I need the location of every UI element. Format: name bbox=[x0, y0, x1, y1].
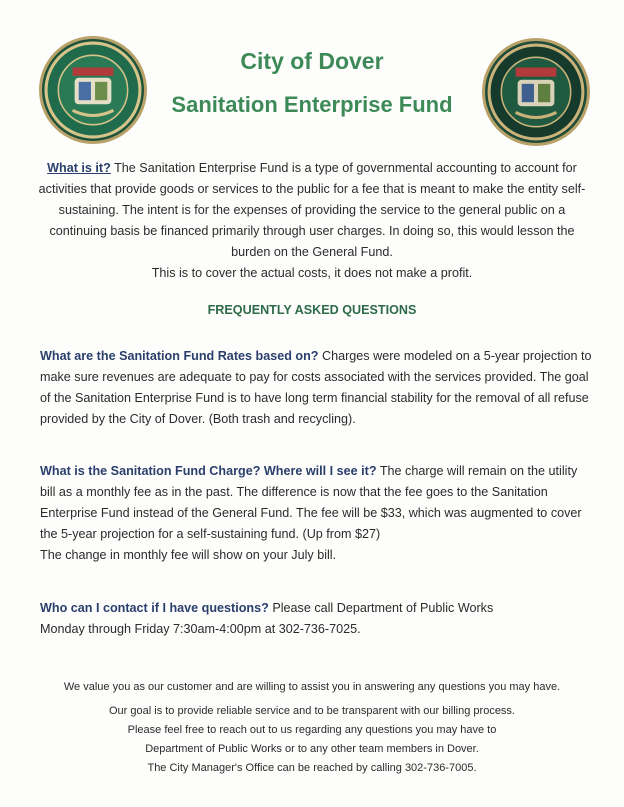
intro-paragraph bbox=[36, 158, 588, 284]
footer-line: Please feel free to reach out to us regarding any questions you may have to bbox=[127, 724, 497, 736]
footer-line: We value you as our customer and are willing to assist you in answering any questions you may have. bbox=[63, 681, 561, 693]
faq-answer: The charge will remain on the utility bill as a monthly fee as in the past. The difference is now that the fee goes to the Sanitation Enterprise Fund instead of the General Fund. The fee will be $33, which was augmented to cover the 5-year projection for a self-sustaining fund. (Up from $27) bbox=[40, 464, 582, 541]
faq-item bbox=[40, 461, 596, 566]
page-subtitle: Sanitation Enterprise Fund bbox=[171, 92, 453, 117]
intro-lead: What is it? bbox=[47, 161, 111, 175]
intro-body: The Sanitation Enterprise Fund is a type of governmental accounting to account for activities that provide goods or services to the public for a fee that is meant to make the entity self-sustaining. The intent is for the expenses of providing the service to the general public on a continuing basis be financed primarily through user charges. In doing so, this would lesson the burden on the General Fund. bbox=[38, 161, 586, 259]
faq-answer-extra: Monday through Friday 7:30am-4:00pm at 302-736-7025. bbox=[40, 622, 361, 636]
footer-line: Our goal is to provide reliable service and to be transparent with our billing process. bbox=[109, 705, 515, 717]
faq-heading: FREQUENTLY ASKED QUESTIONS bbox=[207, 303, 417, 317]
footer-line: The City Manager's Office can be reached by calling 302-736-7005. bbox=[147, 762, 477, 774]
intro-note: This is to cover the actual costs, it does not make a profit. bbox=[151, 266, 473, 280]
footer-block bbox=[0, 702, 624, 778]
page-title: City of Dover bbox=[240, 48, 384, 74]
faq-item bbox=[40, 598, 596, 640]
faq-answer: Please call Department of Public Works bbox=[268, 601, 494, 615]
faq-question: What are the Sanitation Fund Rates based on? bbox=[40, 349, 319, 363]
faq-answer: Charges were modeled on a 5-year projection to make sure revenues are adequate to pay for costs associated with the services provided. The goal of the Sanitation Enterprise Fund is to have long term financial stability for the removal of all refuse provided by the City of Dover. (Both trash and recycling). bbox=[40, 349, 592, 426]
footer-line: Department of Public Works or to any other team members in Dover. bbox=[145, 743, 479, 755]
faq-answer-extra: The change in monthly fee will show on your July bill. bbox=[40, 548, 337, 562]
faq-question: Who can I contact if I have questions? bbox=[40, 601, 269, 615]
faq-question: What is the Sanitation Fund Charge? Where will I see it? bbox=[40, 464, 377, 478]
faq-item bbox=[40, 346, 596, 430]
